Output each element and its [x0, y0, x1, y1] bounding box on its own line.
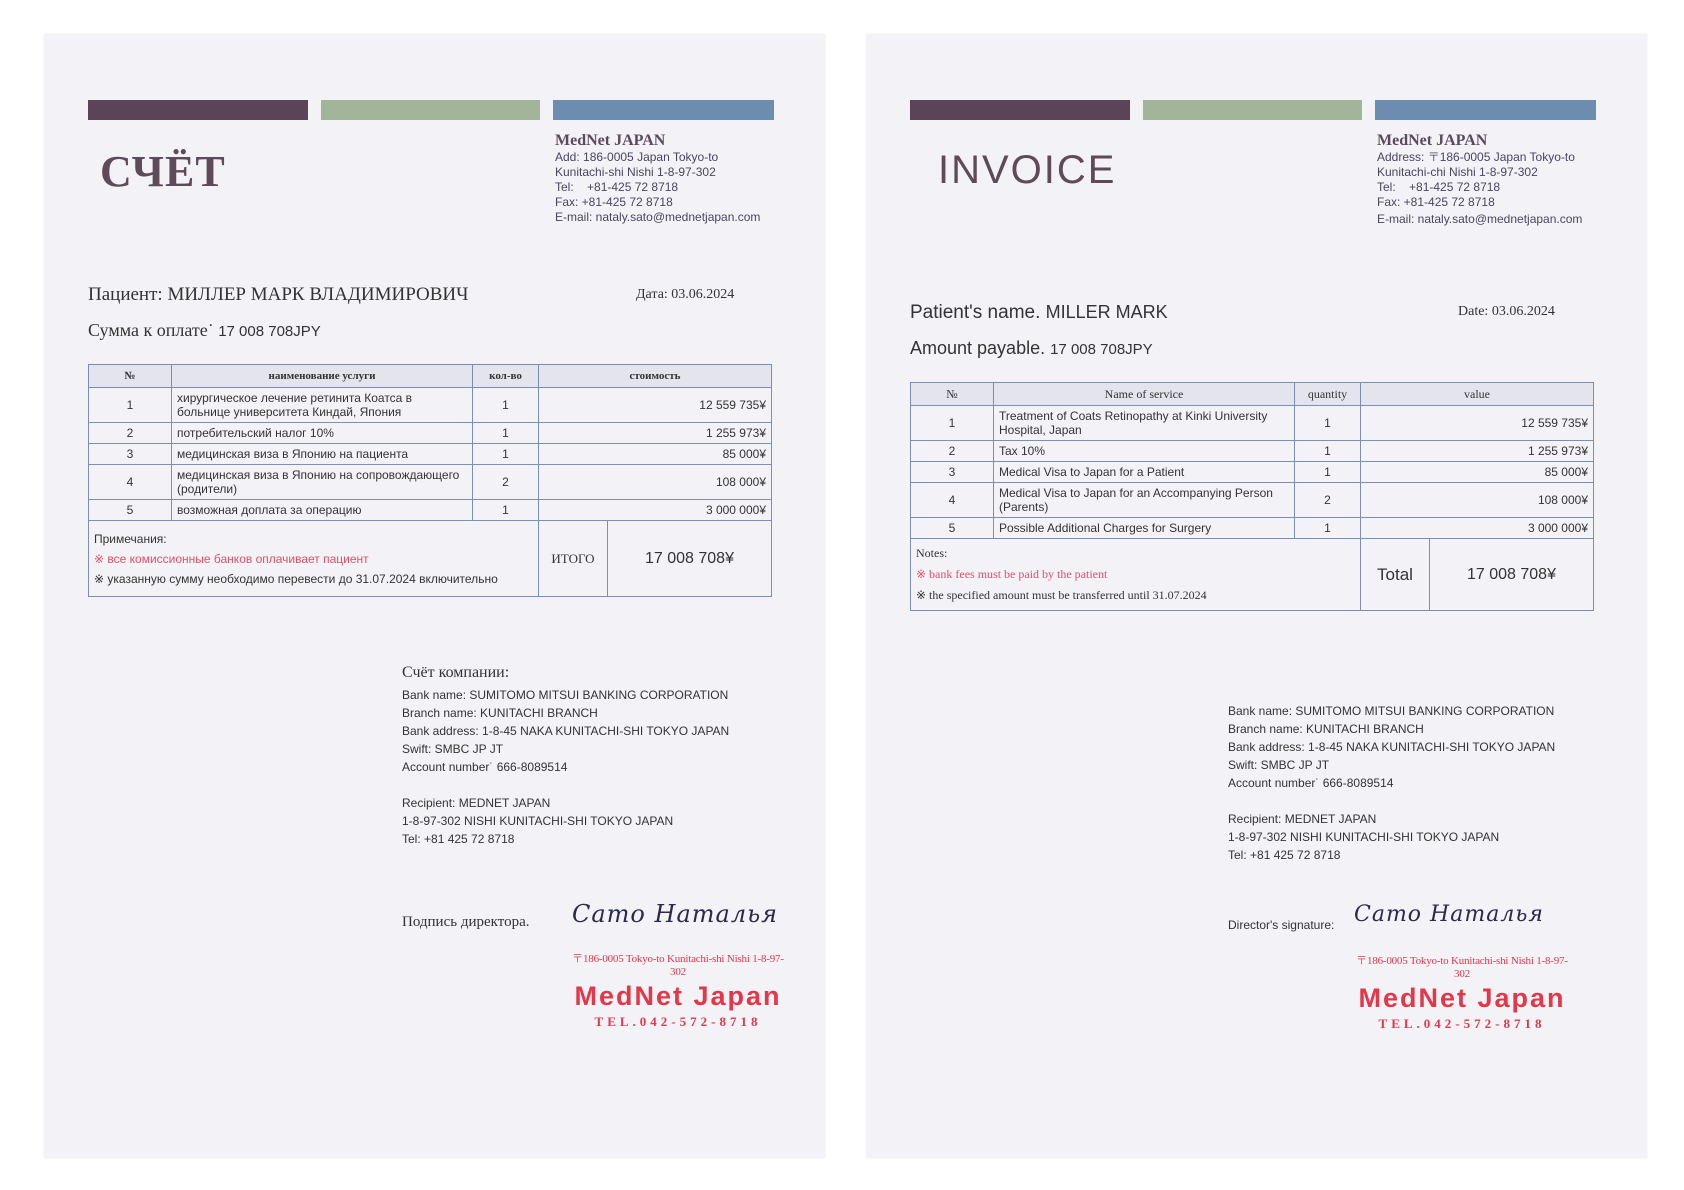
table-row — [911, 441, 1594, 462]
table-row — [89, 388, 772, 423]
bank-name: Bank name: SUMITOMO MITSUI BANKING CORPORATION — [402, 688, 729, 702]
company-address-line1: Address: 〒186-0005 Japan Tokyo-to — [1377, 150, 1575, 164]
row-service: медицинская виза в Японию на сопровождающего (родители) — [172, 465, 473, 500]
company-stamp — [568, 950, 788, 1030]
company-address-line1: Add: 186-0005 Japan Tokyo-to — [555, 150, 719, 164]
bank-address: Bank address: 1-8-45 NAKA KUNITACHI-SHI TOKYO JAPAN — [1228, 740, 1556, 754]
row-value: 3 000 000¥ — [539, 500, 772, 521]
company-email: E-mail: nataly.sato@mednetjapan.com — [555, 210, 761, 224]
row-quantity: 1 — [1295, 462, 1361, 483]
recipient-name: Recipient: MEDNET JAPAN — [1228, 812, 1377, 826]
row-value: 1 255 973¥ — [539, 423, 772, 444]
row-service: Possible Additional Charges for Surgery — [994, 518, 1295, 539]
row-quantity: 1 — [1295, 441, 1361, 462]
row-quantity: 1 — [1295, 518, 1361, 539]
header-value: value — [1361, 383, 1594, 406]
company-fax: Fax: +81-425 72 8718 — [555, 195, 673, 209]
signature-label: Director's signature: — [1228, 918, 1335, 932]
color-bar-purple — [88, 100, 308, 120]
company-tel: Tel: +81-425 72 8718 — [1377, 180, 1501, 194]
bank-details — [1228, 702, 1555, 864]
color-bar-green — [1143, 100, 1362, 120]
table-row — [911, 518, 1594, 539]
row-service: потребительский налог 10% — [172, 423, 473, 444]
amount-line — [910, 338, 1153, 359]
bank-details — [402, 664, 729, 848]
invoice-date: Date: 03.06.2024 — [1458, 304, 1555, 319]
recipient-tel: Tel: +81 425 72 8718 — [402, 832, 515, 846]
header-number: № — [89, 365, 172, 388]
notes-heading: Notes: — [916, 546, 948, 560]
recipient-address: 1-8-97-302 NISHI KUNITACHI-SHI TOKYO JAPAN — [402, 814, 674, 828]
row-value: 12 559 735¥ — [539, 388, 772, 423]
row-number: 4 — [89, 465, 172, 500]
table-header-row — [89, 365, 772, 388]
recipient-address: 1-8-97-302 NISHI KUNITACHI-SHI TOKYO JAPAN — [1228, 830, 1500, 844]
note-bank-fees: ※ bank fees must be paid by the patient — [916, 567, 1108, 581]
invoice-page-russian — [44, 34, 825, 1158]
recipient-tel: Tel: +81 425 72 8718 — [1228, 848, 1341, 862]
header-color-bars — [910, 100, 1596, 120]
patient-name: MILLER MARK — [1045, 302, 1168, 322]
invoice-date: Дата: 03.06.2024 — [636, 287, 735, 302]
header-quantity: quantity — [1295, 383, 1361, 406]
notes-cell — [89, 521, 539, 597]
header-value: стоимость — [539, 365, 772, 388]
document-title: СЧЁТ — [100, 147, 226, 196]
row-number: 4 — [911, 483, 994, 518]
bank-swift: Swift: SMBC JP JT — [402, 742, 504, 756]
director-signature: Сато Наталья — [572, 900, 779, 928]
row-number: 3 — [911, 462, 994, 483]
row-value: 85 000¥ — [1361, 462, 1594, 483]
row-number: 5 — [911, 518, 994, 539]
row-number: 2 — [89, 423, 172, 444]
row-quantity: 1 — [473, 423, 539, 444]
row-service: возможная доплата за операцию — [172, 500, 473, 521]
notes-total-row — [911, 539, 1594, 611]
notes-heading: Примечания: — [94, 531, 167, 546]
company-name: MedNet JAPAN — [1377, 132, 1488, 149]
note-deadline: ※ the specified amount must be transferred until 31.07.2024 — [916, 588, 1207, 602]
bank-heading: Счёт компании: — [402, 664, 510, 681]
row-service: Tax 10% — [994, 441, 1295, 462]
total-value: 17 008 708¥ — [608, 521, 772, 597]
row-value: 85 000¥ — [539, 444, 772, 465]
document-title: INVOICE — [938, 148, 1117, 192]
company-name: MedNet JAPAN — [555, 132, 666, 149]
director-signature: Сато Наталья — [1354, 902, 1544, 927]
stamp-company-name: MedNet Japan — [574, 981, 782, 1011]
stamp-address: 〒186-0005 Tokyo-to Kunitachi-shi Nishi 1-8-97-302 — [1356, 955, 1568, 980]
note-bank-fees: ※ все комиссионные банков оплачивает пациент — [94, 551, 369, 566]
table-row — [89, 444, 772, 465]
stamp-company-name: MedNet Japan — [1358, 983, 1566, 1013]
table-row — [89, 500, 772, 521]
invoice-page-english — [866, 34, 1647, 1158]
notes-cell — [911, 539, 1361, 611]
color-bar-purple — [910, 100, 1130, 120]
row-value: 108 000¥ — [1361, 483, 1594, 518]
row-service: Treatment of Coats Retinopathy at Kinki University Hospital, Japan — [994, 406, 1295, 441]
row-number: 3 — [89, 444, 172, 465]
company-stamp — [1352, 952, 1572, 1032]
company-tel: Tel: +81-425 72 8718 — [555, 180, 679, 194]
signature-label: Подпись директора. — [402, 914, 530, 930]
stamp-address: 〒186-0005 Tokyo-to Kunitachi-shi Nishi 1-8-97-302 — [572, 953, 784, 978]
row-quantity: 1 — [473, 500, 539, 521]
amount-value: 17 008 708JPY — [218, 323, 321, 340]
stamp-tel: TEL.042-572-8718 — [594, 1014, 762, 1029]
row-quantity: 2 — [473, 465, 539, 500]
row-quantity: 1 — [473, 388, 539, 423]
company-fax: Fax: +81-425 72 8718 — [1377, 195, 1495, 209]
table-row — [89, 465, 772, 500]
table-row — [89, 423, 772, 444]
row-service: Medical Visa to Japan for an Accompanying Person (Parents) — [994, 483, 1295, 518]
patient-label: Patient's name. — [910, 302, 1046, 323]
row-number: 1 — [911, 406, 994, 441]
amount-line — [88, 320, 321, 341]
row-value: 1 255 973¥ — [1361, 441, 1594, 462]
table-row — [911, 483, 1594, 518]
stamp-tel: TEL.042-572-8718 — [1378, 1016, 1546, 1031]
color-bar-blue — [553, 100, 774, 120]
color-bar-blue — [1375, 100, 1596, 120]
row-service: Medical Visa to Japan for a Patient — [994, 462, 1295, 483]
row-value: 3 000 000¥ — [1361, 518, 1594, 539]
row-service: хирургическое лечение ретинита Коатса в больнице университета Киндай, Япония — [172, 388, 473, 423]
patient-line — [88, 284, 468, 306]
header-service: Name of service — [994, 383, 1295, 406]
bank-branch: Branch name: KUNITACHI BRANCH — [1228, 722, 1424, 736]
table-header-row — [911, 383, 1594, 406]
bank-swift: Swift: SMBC JP JT — [1228, 758, 1330, 772]
table-row — [911, 406, 1594, 441]
header-quantity: кол-во — [473, 365, 539, 388]
total-value: 17 008 708¥ — [1430, 539, 1594, 611]
row-value: 108 000¥ — [539, 465, 772, 500]
company-email: E-mail: nataly.sato@mednetjapan.com — [1377, 212, 1583, 226]
amount-label: Сумма к оплате˙ — [88, 320, 219, 340]
patient-line — [910, 302, 1168, 324]
bank-account: Account number˙ 666-8089514 — [402, 760, 568, 774]
row-number: 5 — [89, 500, 172, 521]
bank-account: Account number˙ 666-8089514 — [1228, 776, 1394, 790]
header-number: № — [911, 383, 994, 406]
company-info — [1377, 132, 1582, 227]
services-table — [910, 382, 1594, 611]
amount-label: Amount payable. — [910, 338, 1051, 358]
row-value: 12 559 735¥ — [1361, 406, 1594, 441]
total-label: ИТОГО — [539, 521, 608, 597]
row-service: медицинская виза в Японию на пациента — [172, 444, 473, 465]
header-color-bars — [88, 100, 774, 120]
recipient-name: Recipient: MEDNET JAPAN — [402, 796, 551, 810]
row-quantity: 2 — [1295, 483, 1361, 518]
color-bar-green — [321, 100, 540, 120]
services-table — [88, 364, 772, 597]
bank-address: Bank address: 1-8-45 NAKA KUNITACHI-SHI TOKYO JAPAN — [402, 724, 730, 738]
company-address-line2: Kunitachi-chi Nishi 1-8-97-302 — [1377, 165, 1538, 179]
bank-name: Bank name: SUMITOMO MITSUI BANKING CORPORATION — [1228, 704, 1555, 718]
row-quantity: 1 — [1295, 406, 1361, 441]
company-address-line2: Kunitachi-shi Nishi 1-8-97-302 — [555, 165, 716, 179]
patient-label: Пациент: — [88, 284, 168, 305]
row-number: 2 — [911, 441, 994, 462]
notes-total-row — [89, 521, 772, 597]
row-number: 1 — [89, 388, 172, 423]
amount-value: 17 008 708JPY — [1050, 341, 1153, 358]
header-service: наименование услуги — [172, 365, 473, 388]
company-info — [555, 132, 760, 225]
row-quantity: 1 — [473, 444, 539, 465]
total-label: Total — [1361, 539, 1430, 611]
note-deadline: ※ указанную сумму необходимо перевести до 31.07.2024 включительно — [94, 571, 498, 586]
bank-branch: Branch name: KUNITACHI BRANCH — [402, 706, 598, 720]
patient-name: МИЛЛЕР МАРК ВЛАДИМИРОВИЧ — [167, 284, 469, 305]
table-row — [911, 462, 1594, 483]
